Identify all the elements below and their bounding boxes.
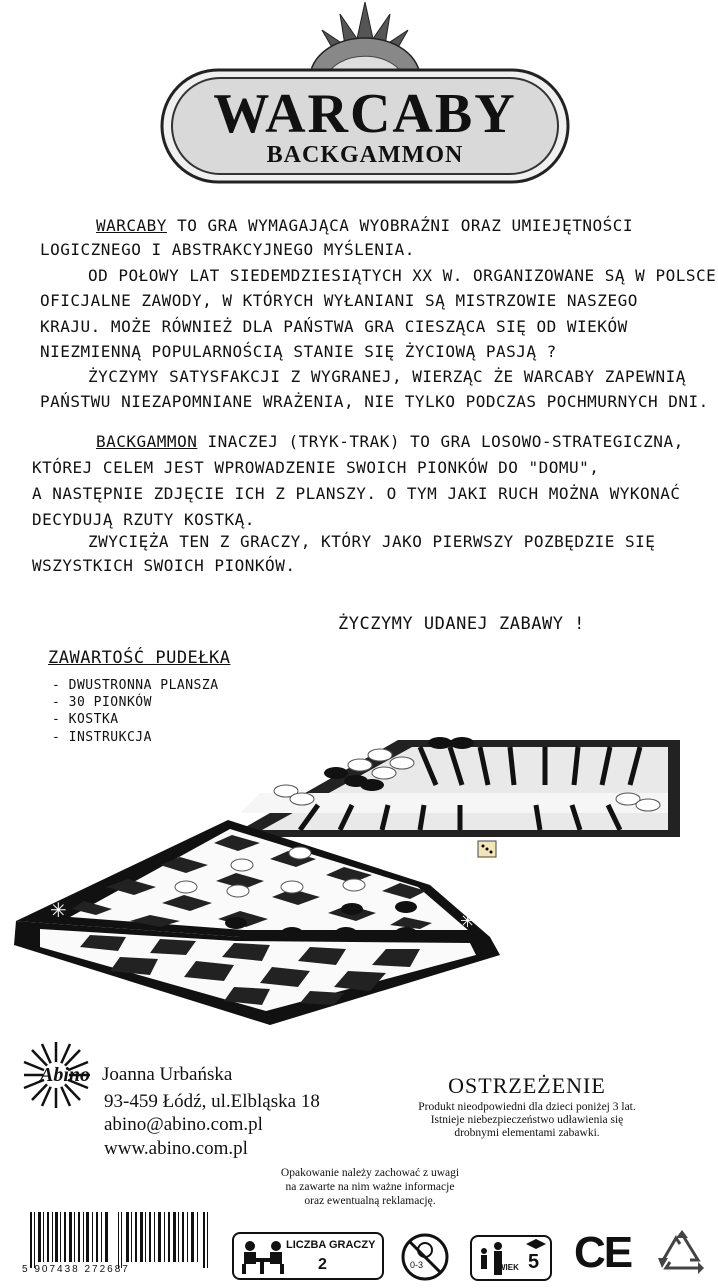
contents-item-board: - DWUSTRONNA PLANSZA bbox=[52, 678, 219, 693]
svg-text:✳: ✳ bbox=[460, 911, 476, 932]
recycle-arrows bbox=[652, 1228, 712, 1284]
svg-text:✳: ✳ bbox=[50, 898, 67, 922]
company-website[interactable]: www.abino.com.pl bbox=[104, 1138, 248, 1159]
intro-line-5: KRAJU. MOŻE RÓWNIEŻ DLA PAŃSTWA GRA CIESZĄCA SIĘ OD WIEKÓW bbox=[40, 317, 628, 336]
backgammon-line-4: DECYDUJĄ RZUTY KOSTKĄ. bbox=[32, 510, 255, 529]
contents-item-pieces: - 30 PIONKÓW bbox=[52, 695, 152, 710]
intro-line-7: ŻYCZYMY SATYSFAKCJI Z WYGRANEJ, WIERZĄC ŻE WARCABY ZAPEWNIĄ bbox=[88, 367, 686, 386]
intro-line-3: OD POŁOWY LAT SIEDEMDZIESIĄTYCH XX W. ORGANIZOWANE SĄ W POLSCE bbox=[88, 266, 717, 285]
game-boards-illustration bbox=[0, 725, 718, 1035]
barcode bbox=[26, 1212, 216, 1272]
backgammon-line-5: ZWYCIĘŻA TEN Z GRACZY, KTÓRY JAKO PIERWSZY POZBĘDZIE SIĘ bbox=[88, 532, 656, 551]
ce-mark: CE bbox=[574, 1228, 632, 1277]
no-children-icon bbox=[400, 1232, 450, 1282]
recycle-icon bbox=[652, 1228, 712, 1284]
page-title: WARCABY bbox=[213, 83, 517, 145]
age-badge bbox=[470, 1235, 552, 1281]
backgammon-line-2: KTÓREJ CELEM JEST WPROWADZENIE SWOICH PIONKÓW DO "DOMU", bbox=[32, 458, 600, 477]
company-address: 93-459 Łódź, ul.Elbląska 18 bbox=[104, 1091, 320, 1112]
warning-text: Produkt nieodpowiedni dla dzieci poniżej 3 lat. Istnieje niebezpieczeństwo udławienia się drobnymi elementami zabawki. bbox=[418, 1101, 636, 1139]
cap-icon bbox=[526, 1239, 546, 1249]
boards-svg bbox=[0, 725, 718, 1035]
players-value: 2 bbox=[318, 1256, 327, 1273]
backgammon-board bbox=[228, 737, 680, 857]
intro-line-4: OFICJALNE ZAWODY, W KTÓRYCH WYŁANIANI SĄ MISTRZOWIE NASZEGO bbox=[40, 291, 638, 310]
backgammon-line-6: WSZYSTKICH SWOICH PIONKÓW. bbox=[32, 556, 296, 575]
intro-line-6: NIEZMIENNĄ POPULARNOŚCIĄ STANIE SIĘ ŻYCIOWĄ PASJĄ ? bbox=[40, 342, 557, 361]
intro-line-1: WARCABY TO GRA WYMAGAJĄCA WYOBRAŹNI ORAZ UMIEJĘTNOŚCI bbox=[96, 216, 634, 235]
players-label: LICZBA GRACZY bbox=[286, 1239, 376, 1251]
company-email[interactable]: abino@abino.com.pl bbox=[104, 1114, 263, 1135]
company-name: Joanna Urbańska bbox=[102, 1064, 233, 1085]
backgammon-line-3: A NASTĘPNIE ZDJĘCIE ICH Z PLANSZY. O TYM JAKI RUCH MOŻNA WYKONAĆ bbox=[32, 484, 681, 503]
intro-line-2: LOGICZNEGO I ABSTRAKCYJNEGO MYŚLENIA. bbox=[40, 240, 415, 259]
warning-title: OSTRZEŻENIE bbox=[448, 1073, 606, 1098]
abino-logo-text: Abino bbox=[40, 1064, 91, 1086]
contents-item-manual: - INSTRUKCJA bbox=[52, 730, 152, 745]
contents-heading: ZAWARTOŚĆ PUDEŁKA bbox=[48, 648, 231, 668]
contents-item-die: - KOSTKA bbox=[52, 712, 119, 727]
page-subtitle: BACKGAMMON bbox=[266, 142, 464, 168]
age-warning-icon bbox=[400, 1232, 450, 1282]
backgammon-line-1: BACKGAMMON INACZEJ (TRYK-TRAK) TO GRA LOSOWO-STRATEGICZNA, bbox=[96, 432, 684, 451]
barcode-number: 5 907438 272687 bbox=[22, 1264, 130, 1275]
players-badge bbox=[232, 1232, 384, 1280]
packaging-notice: Opakowanie należy zachować z uwagi na zawarte na nim ważne informacje oraz ewentualną reklamację. bbox=[280, 1167, 460, 1207]
intro-lead-backgammon: BACKGAMMON bbox=[96, 432, 198, 451]
intro-lead-warcaby: WARCABY bbox=[96, 216, 167, 235]
age-value: 5 bbox=[528, 1251, 540, 1273]
intro-line-8: PAŃSTWU NIEZAPOMNIANE WRAŻENIA, NIE TYLKO PODCZAS POCHMURNYCH DNI. bbox=[40, 392, 709, 411]
wish-text: ŻYCZYMY UDANEJ ZABAWY ! bbox=[338, 614, 585, 634]
age-label: WIEK bbox=[498, 1263, 519, 1272]
age-range: 0-3 bbox=[410, 1260, 424, 1270]
players-icon bbox=[238, 1238, 288, 1276]
